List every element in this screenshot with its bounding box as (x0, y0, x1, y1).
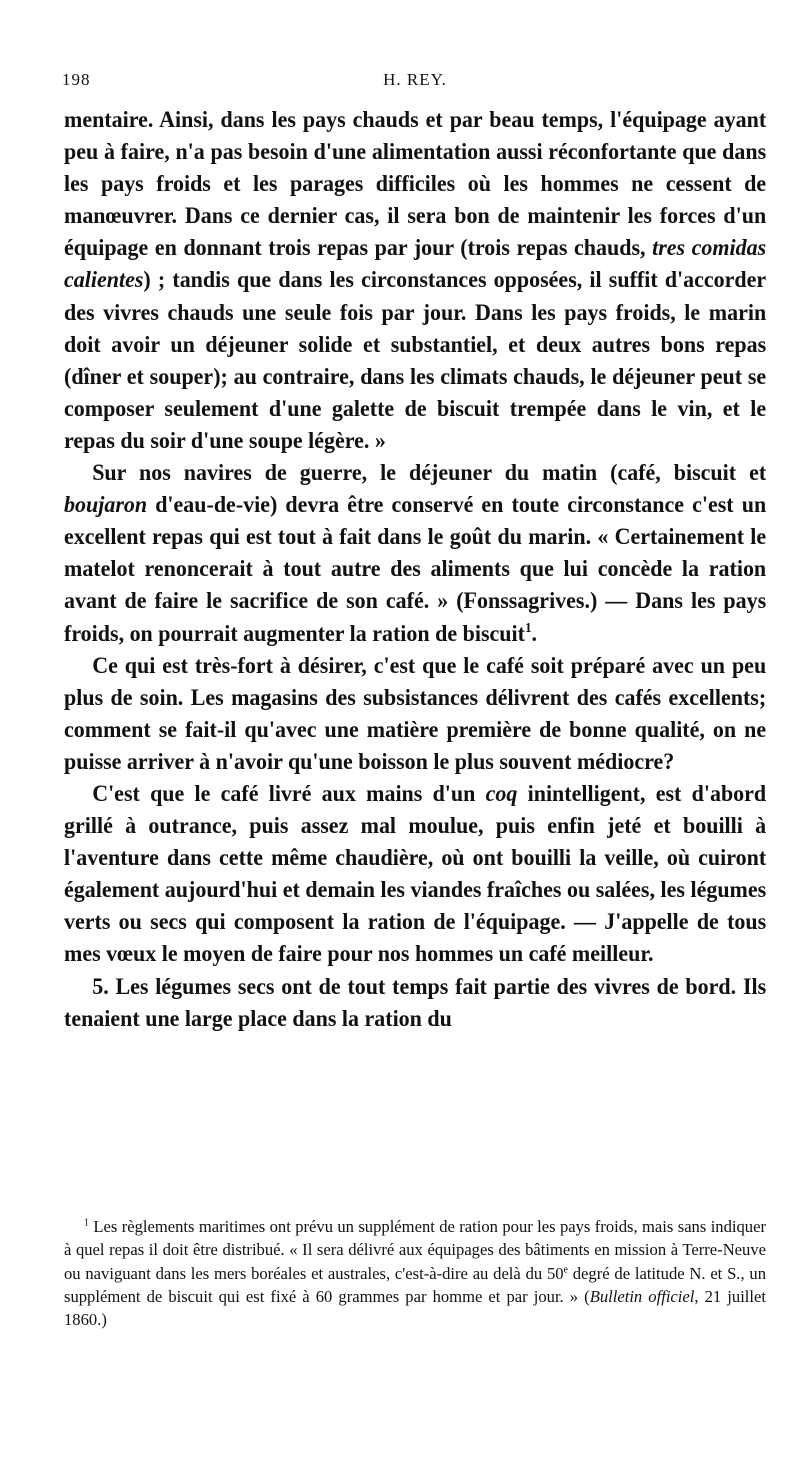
text-run: d'eau-de-vie) devra être conservé en toute circonstance c'est un excellent repas qui est tout à fait dans le goût du marin. « Certainement le matelot renoncerait à tout autre des aliments que lui concède la ration avant de faire le sacrifice de son café. » (Fonssagrives.) — Dans les pays froids, on pourrait augmenter la ration de biscuit (64, 492, 767, 647)
paragraph (64, 778, 766, 971)
main-text (64, 104, 766, 1035)
footnote-marker: 1 (84, 1217, 89, 1229)
text-run: Sur nos navires de guerre, le déjeuner du matin (café, biscuit et (92, 460, 767, 487)
text-run: degré de latitude N. et S., un supplément de biscuit qui est fixé à 60 grammes par homme et par jour. » ( (64, 1263, 766, 1306)
page-number: 198 (62, 70, 91, 89)
text-run: , 21 juillet 1860.) (64, 1286, 766, 1330)
footnote-marker: 1 (524, 619, 532, 636)
italic-text: coq (485, 780, 518, 807)
text-run: C'est que le café livré aux mains d'un (92, 780, 486, 807)
text-run: inintelligent, est d'abord grillé à outrance, puis assez mal moulue, puis enfin jeté et bouilli à l'aventure dans cette même chaudière, où ont bouilli la veille, où cuiront également aujourd'hui et demain les viandes fraîches ou salées, les légumes verts ou secs qui composent la ration de l'équipage. — J'appelle de tous mes vœux le moyen de faire pour nos hommes un café meilleur. (64, 780, 767, 968)
text-run: 5. Les légumes secs ont de tout temps fait partie des vivres de bord. Ils tenaient une large place dans la ration du (64, 973, 767, 1032)
italic-text: tres comidas calientes (64, 235, 767, 294)
footnote-marker: e (563, 1264, 568, 1276)
paragraph (64, 650, 766, 778)
italic-text: boujaron (64, 492, 148, 519)
text-run: Les règlements maritimes ont prévu un supplément de ration pour les pays froids, mais sans indiquer à quel repas il doit être distribué. « Il sera délivré aux équipages des bâtiments en mission à Terre-Neuve ou naviguant dans les mers boréales et australes, c'est-à-dire au delà du 50 (64, 1217, 766, 1283)
text-run: ) ; tandis que dans les circonstances opposées, il suffit d'accorder des vivres chauds une seule fois par jour. Dans les pays froids, le marin doit avoir un déjeuner solide et substantiel, et deux autres bons repas (dîner et souper); au contraire, dans les climats chauds, le déjeuner peut se composer seulement d'une galette de biscuit trempée dans le vin, et le repas du soir d'une soupe légère. » (64, 267, 767, 454)
text-run: Ce qui est très-fort à désirer, c'est que le café soit préparé avec un peu plus de soin. Les magasins des subsistances délivrent des cafés excellents; comment se fait-il qu'avec une matière première de bonne qualité, on ne puisse arriver à n'avoir qu'une boisson le plus souvent médiocre? (64, 652, 767, 775)
text-run: mentaire. Ainsi, dans les pays chauds et par beau temps, l'équipage ayant peu à faire, n'a pas besoin d'une alimentation aussi réconfortante que dans les pays froids et les parages difficiles où les hommes ne cessent de manœuvrer. Dans ce dernier cas, il sera bon de maintenir les forces d'un équipage en donnant trois repas par jour (trois repas chauds, (64, 107, 767, 262)
text-run: . (531, 620, 538, 647)
paragraph (64, 457, 766, 650)
paragraph (64, 971, 766, 1035)
page-header (62, 70, 768, 94)
footnotes (64, 1215, 766, 1331)
italic-text: Bulletin officiel (589, 1286, 695, 1306)
running-title: H. REY. (383, 70, 447, 89)
paragraph (64, 104, 766, 457)
footnote (64, 1215, 766, 1331)
